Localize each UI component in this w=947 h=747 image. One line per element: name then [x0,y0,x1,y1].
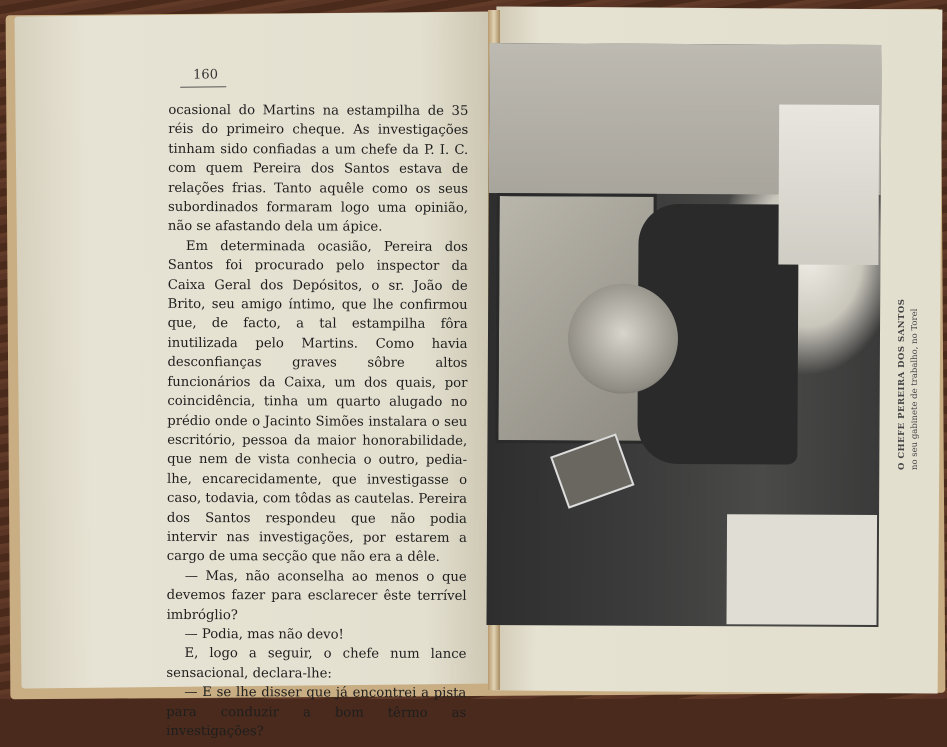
caption-title: O CHEFE PEREIRA DOS SANTOS [897,298,907,470]
page-number-rule [180,86,226,87]
paragraph: E, logo a seguir, o chefe num lance sensacional, declara-lhe: [166,646,467,682]
paragraph: — Mas, não aconselha ao menos o que devemos fazer para esclarecer êste terrível imbróglio? [166,568,467,623]
photo-papers [778,104,879,265]
paragraph: — E se lhe disser que já encontrei a pista para conduzir a bom têrmo as investigações? [166,685,467,740]
body-text [166,101,468,742]
photograph [486,43,881,627]
paragraph: ocasional do Martins na estampilha de 35 réis do primeiro cheque. As investigações tinham sido confiadas a um chefe da P. I. C. com quem Pereira dos Santos estava de relações frias. Tanto aquêle como os seus subordinados formaram logo uma opinião, não se afastando dela um ápice. [167,102,469,236]
page-number: 160 [193,67,219,83]
photo-book [550,433,634,508]
photo-desk-items [726,514,877,625]
paragraph: — Podia, mas não devo! [184,626,344,643]
photo-caption [896,230,936,470]
paragraph: Em determinada ocasião, Pereira dos Santos foi procurado pelo inspector da Caixa Geral dos Depósitos, o sr. João de Brito, seu amigo íntimo, que lhe confirmou que, de facto, a tal estampilha fôra inutilizada pelo Martins. Como havia desconfianças graves sôbre altos funcionários da Caixa, um dos quais, por coincidência, tinha um quarto alugado no prédio onde o Jacinto Simões instalara o seu escritório, pessoa da maior honorabilidade, que nem de vista conhecia o outro, pedia-lhe, encarecidamente, que investigasse o caso, todavia, com tôdas as cautelas. Pereira dos Santos respondeu que não podia intervir nas investigações, por estarem a cargo de uma secção que não era a dêle. [166,238,468,566]
photo-man-face [568,283,679,394]
caption-subtitle: no seu gabinete de trabalho, no Torel [910,308,920,470]
left-page [14,12,497,740]
